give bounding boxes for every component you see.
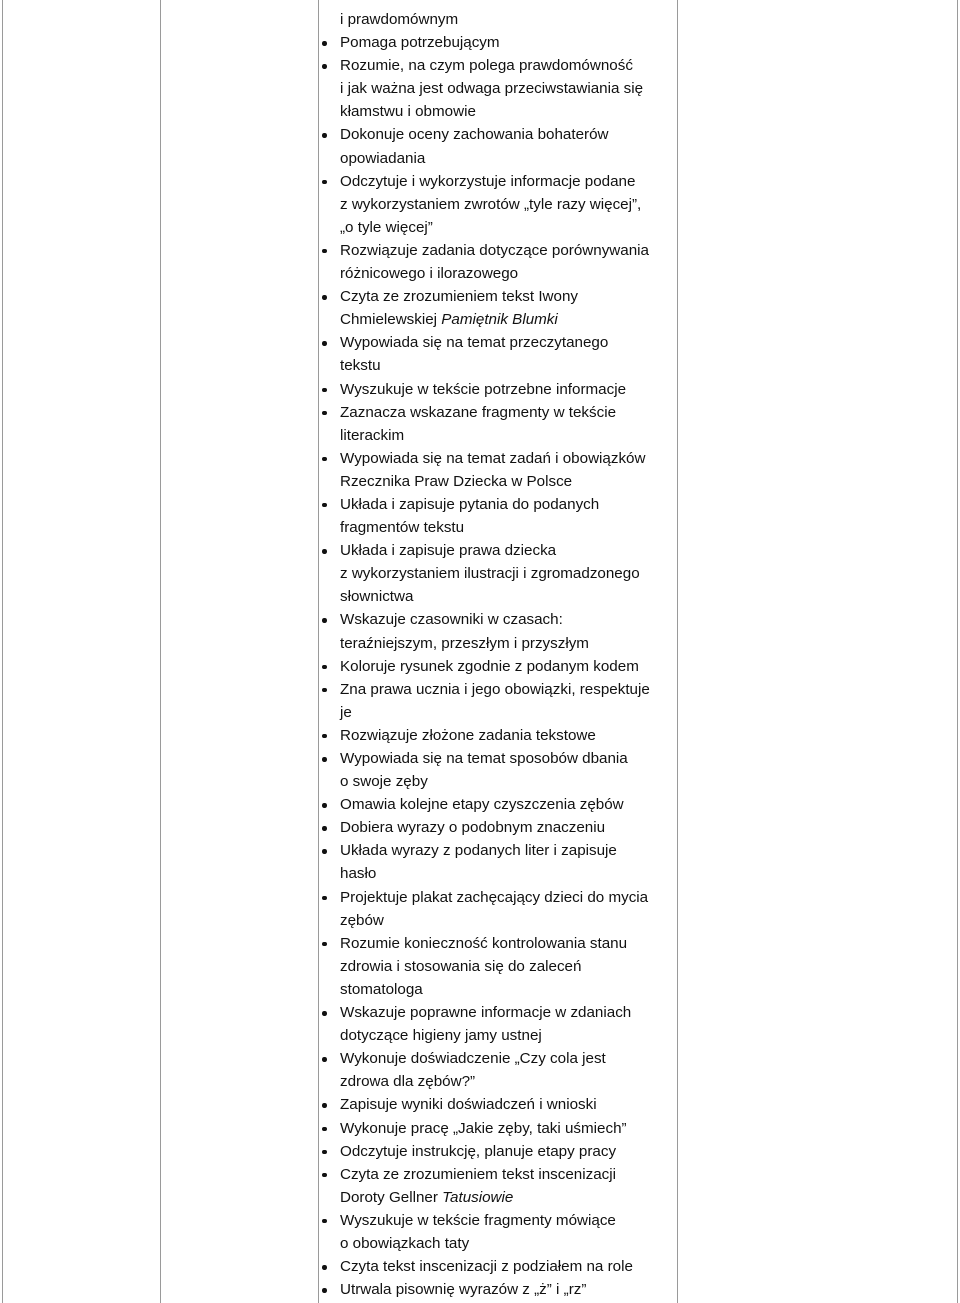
list-item-continuation (318, 424, 674, 447)
list-item (318, 331, 674, 354)
list-item (318, 747, 674, 770)
list-item-text: Wskazuje poprawne informacje w zdaniach (340, 1004, 632, 1022)
list-item-text: Chmielewskiej (340, 311, 442, 329)
list-item-text: Doroty Gellner (340, 1188, 443, 1206)
list-item-text: hasło (340, 865, 377, 883)
list-item (318, 816, 674, 839)
bullet-icon (322, 133, 327, 138)
bullet-icon (322, 249, 327, 254)
book-title: Pamiętnik Blumki (441, 311, 558, 329)
bullet-icon (322, 688, 327, 693)
list-item (318, 1140, 674, 1163)
bullet-icon (322, 849, 327, 854)
list-item (318, 239, 674, 262)
bullet-icon (322, 618, 327, 623)
list-item-text: Wskazuje czasowniki w czasach: (340, 611, 563, 629)
list-item-continuation (318, 516, 674, 539)
list-item-text: fragmentów tekstu (340, 519, 465, 537)
list-item-text: Czyta ze zrozumieniem tekst Iwony (340, 288, 579, 306)
bullet-icon (322, 1265, 327, 1270)
bullet-icon (322, 1127, 327, 1132)
bullet-icon (322, 41, 327, 46)
list-item (318, 539, 674, 562)
list-item-continuation (318, 909, 674, 932)
bullet-icon (322, 1288, 327, 1293)
list-item-text: Wykonuje doświadczenie „Czy cola jest (340, 1050, 606, 1068)
list-item-continuation (318, 308, 674, 331)
bullet-icon (322, 411, 327, 416)
list-item-continuation (318, 1186, 674, 1209)
table-border-col1 (160, 0, 161, 1303)
list-item-continuation (318, 585, 674, 608)
table-border-right (957, 0, 958, 1303)
list-item (318, 724, 674, 747)
list-item-text: kłamstwu i obmowie (340, 103, 476, 121)
list-item (318, 1117, 674, 1140)
list-item-continuation (318, 632, 674, 655)
list-item-continuation (318, 216, 674, 239)
list-item (318, 608, 674, 631)
list-item-text: Wykonuje pracę „Jakie zęby, taki uśmiech” (340, 1119, 627, 1137)
list-item-continuation (318, 562, 674, 585)
list-item-text: zdrowia i stosowania się do zaleceń (340, 957, 582, 975)
bullet-icon (322, 826, 327, 831)
book-title: Tatusiowie (442, 1188, 514, 1206)
list-item-text: dotyczące higieny jamy ustnej (340, 1027, 542, 1045)
bullet-icon (322, 64, 327, 69)
list-item-continuation (318, 262, 674, 285)
list-item-text: i jak ważna jest odwaga przeciwstawiania się (340, 80, 644, 98)
list-item-text: Omawia kolejne etapy czyszczenia zębów (340, 796, 624, 814)
list-item (318, 1093, 674, 1116)
list-item-text: o obowiązkach taty (340, 1234, 470, 1252)
list-item-continuation (318, 862, 674, 885)
list-item (318, 1001, 674, 1024)
list-item-text: różnicowego i ilorazowego (340, 265, 519, 283)
list-item-continuation (318, 1024, 674, 1047)
list-item-text: Zaznacza wskazane fragmenty w tekście (340, 403, 617, 421)
list-item-text: Wyszukuje w tekście fragmenty mówiące (340, 1211, 616, 1229)
list-item-text: Układa wyrazy z podanych liter i zapisuje (340, 842, 617, 860)
bullet-icon (322, 503, 327, 508)
list-item (318, 31, 674, 54)
list-item (318, 401, 674, 424)
list-item-text: Projektuje plakat zachęcający dzieci do mycia (340, 888, 649, 906)
list-item-text: teraźniejszym, przeszłym i przyszłym (340, 634, 589, 652)
list-item-text: z wykorzystaniem zwrotów „tyle razy więcej”, (340, 195, 642, 213)
list-item (318, 1047, 674, 1070)
list-item (318, 123, 674, 146)
list-item-text: Wypowiada się na temat przeczytanego (340, 334, 609, 352)
list-item (318, 1255, 674, 1278)
list-item (318, 170, 674, 193)
list-item-text: Rzecznika Praw Dziecka w Polsce (340, 472, 573, 490)
list-item-text: tekstu (340, 357, 381, 375)
list-item-text: z wykorzystaniem ilustracji i zgromadzonego (340, 565, 640, 583)
list-item-text: o swoje zęby (340, 773, 428, 791)
list-item-text: Rozumie konieczność kontrolowania stanu (340, 934, 628, 952)
list-item (318, 285, 674, 308)
list-item-continuation (318, 100, 674, 123)
list-item-continuation (318, 193, 674, 216)
list-item-text: Wypowiada się na temat zadań i obowiązków (340, 449, 646, 467)
bullet-icon (322, 1150, 327, 1155)
list-item (318, 839, 674, 862)
bullet-icon (322, 896, 327, 901)
list-item-text: literackim (340, 426, 405, 444)
list-item (318, 1209, 674, 1232)
list-item-text: Dokonuje oceny zachowania bohaterów (340, 126, 609, 144)
list-item-continuation (318, 770, 674, 793)
list-item-text: Rozwiązuje złożone zadania tekstowe (340, 726, 596, 744)
bullet-icon (322, 180, 327, 185)
list-item (318, 378, 674, 401)
bullet-icon (322, 734, 327, 739)
list-item-text: Układa i zapisuje pytania do podanych (340, 495, 600, 513)
list-item-continuation (318, 354, 674, 377)
list-item (318, 447, 674, 470)
table-border-col3 (677, 0, 678, 1303)
list-item-text: Rozwiązuje zadania dotyczące porównywania (340, 241, 649, 259)
bullet-icon (322, 1011, 327, 1016)
list-item-text: Układa i zapisuje prawa dziecka (340, 542, 557, 560)
list-item-text: „o tyle więcej” (340, 218, 433, 236)
list-item-continuation (318, 147, 674, 170)
list-item (318, 932, 674, 955)
list-item-text: zdrowa dla zębów?” (340, 1073, 476, 1091)
list-item (318, 655, 674, 678)
list-item-continuation (318, 1232, 674, 1255)
learning-outcomes-list (318, 8, 674, 1301)
list-item-text: je (340, 703, 352, 721)
list-item-continuation (318, 955, 674, 978)
list-item (318, 54, 674, 77)
list-item-text: Wypowiada się na temat sposobów dbania (340, 750, 628, 767)
list-item-continuation (318, 8, 674, 31)
bullet-icon (322, 549, 327, 554)
bullet-icon (322, 942, 327, 947)
list-item (318, 1163, 674, 1186)
list-item-text: Zna prawa ucznia i jego obowiązki, respektuje (340, 680, 650, 698)
bullet-icon (322, 757, 327, 762)
list-item-continuation (318, 77, 674, 100)
list-item-text: i prawdomównym (340, 11, 459, 28)
list-item-text: Utrwala pisownię wyrazów z „ż” i „rz” (340, 1281, 587, 1299)
list-item (318, 493, 674, 516)
list-item-text: Odczytuje i wykorzystuje informacje podane (340, 172, 636, 190)
list-item-text: Koloruje rysunek zgodnie z podanym kodem (340, 657, 639, 675)
list-item-text: stomatologa (340, 980, 423, 998)
list-item-continuation (318, 1070, 674, 1093)
list-item-continuation (318, 701, 674, 724)
list-item-text: Rozumie, na czym polega prawdomówność (340, 57, 633, 75)
bullet-icon (322, 388, 327, 393)
list-item-continuation (318, 978, 674, 1001)
bullet-icon (322, 1057, 327, 1062)
list-item (318, 793, 674, 816)
bullet-icon (322, 1103, 327, 1108)
list-item-text: opowiadania (340, 149, 426, 167)
bullet-icon (322, 665, 327, 670)
list-item (318, 1278, 674, 1301)
bullet-icon (322, 341, 327, 346)
list-item-text: słownictwa (340, 588, 414, 606)
list-item-continuation (318, 470, 674, 493)
list-item-text: Czyta tekst inscenizacji z podziałem na role (340, 1258, 633, 1276)
list-item (318, 886, 674, 909)
list-item-text: Wyszukuje w tekście potrzebne informacje (340, 380, 627, 398)
bullet-icon (322, 1173, 327, 1178)
list-item-text: Czyta ze zrozumieniem tekst inscenizacji (340, 1165, 617, 1183)
list-item-text: Zapisuje wyniki doświadczeń i wnioski (340, 1096, 597, 1114)
list-item-text: Pomaga potrzebującym (340, 34, 500, 52)
list-item-text: Dobiera wyrazy o podobnym znaczeniu (340, 819, 606, 837)
bullet-icon (322, 803, 327, 808)
list-item-text: Odczytuje instrukcję, planuje etapy pracy (340, 1142, 617, 1160)
bullet-icon (322, 1219, 327, 1224)
bullet-icon (322, 295, 327, 300)
list-item (318, 678, 674, 701)
bullet-icon (322, 457, 327, 462)
table-border-left (2, 0, 3, 1303)
list-item-text: zębów (340, 911, 384, 929)
